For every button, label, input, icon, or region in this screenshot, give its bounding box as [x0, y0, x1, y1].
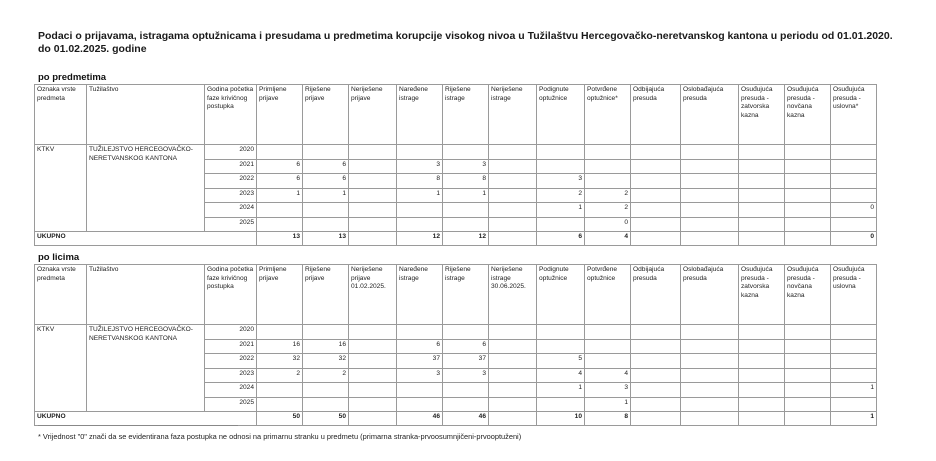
table-po-licima: [34, 264, 877, 426]
value-cell: 2: [585, 203, 631, 218]
column-header: Neriješene istrage: [489, 85, 537, 145]
value-cell: 32: [303, 354, 349, 369]
value-cell: 1: [397, 188, 443, 203]
column-header: Godina početka faze krivičnog postupka: [205, 85, 257, 145]
value-cell: [537, 325, 585, 340]
value-cell: [585, 145, 631, 160]
value-cell: [681, 145, 739, 160]
value-cell: [739, 174, 785, 189]
value-cell: [585, 174, 631, 189]
column-header: Odbijajuća presuda: [631, 85, 681, 145]
value-cell: [349, 174, 397, 189]
footnote-divider: [38, 425, 238, 426]
value-cell: [489, 397, 537, 412]
value-cell: [739, 217, 785, 232]
column-header: Potvrđene optužnice: [585, 265, 631, 325]
column-header: Riješene istrage: [443, 265, 489, 325]
value-cell: 4: [537, 368, 585, 383]
value-cell: [257, 397, 303, 412]
value-cell: 3: [397, 368, 443, 383]
value-cell: [831, 159, 877, 174]
value-cell: 37: [443, 354, 489, 369]
value-cell: [349, 397, 397, 412]
value-cell: [303, 203, 349, 218]
value-cell: [349, 325, 397, 340]
value-cell: 1: [831, 383, 877, 398]
column-header: Godina početka faze krivičnog postupka: [205, 265, 257, 325]
value-cell: 0: [831, 203, 877, 218]
value-cell: [631, 368, 681, 383]
value-cell: [585, 325, 631, 340]
value-cell: [739, 368, 785, 383]
column-header: Naređene istrage: [397, 85, 443, 145]
table-po-predmetima: [34, 84, 877, 246]
value-cell: [303, 397, 349, 412]
value-cell: [257, 203, 303, 218]
value-cell: [537, 397, 585, 412]
value-cell: [739, 145, 785, 160]
year-cell: 2021: [205, 339, 257, 354]
total-value-cell: [489, 412, 537, 426]
value-cell: 1: [585, 397, 631, 412]
total-value-cell: 6: [537, 232, 585, 246]
value-cell: [489, 203, 537, 218]
value-cell: [257, 325, 303, 340]
year-cell: 2022: [205, 354, 257, 369]
value-cell: [631, 339, 681, 354]
value-cell: [631, 397, 681, 412]
value-cell: [785, 383, 831, 398]
column-header: Osuđujuća presuda - novčana kazna: [785, 265, 831, 325]
total-value-cell: [349, 412, 397, 426]
value-cell: [443, 325, 489, 340]
value-cell: [257, 383, 303, 398]
value-cell: [397, 397, 443, 412]
column-header: Oznaka vrste predmeta: [35, 265, 87, 325]
column-header: Oslobađajuća presuda: [681, 265, 739, 325]
value-cell: [349, 368, 397, 383]
value-cell: [785, 159, 831, 174]
total-value-cell: [681, 412, 739, 426]
total-value-cell: 12: [397, 232, 443, 246]
column-header: Osuđujuća presuda - zatvorska kazna: [739, 265, 785, 325]
value-cell: 1: [537, 203, 585, 218]
total-value-cell: [681, 232, 739, 246]
total-value-cell: [489, 232, 537, 246]
value-cell: [489, 174, 537, 189]
value-cell: [631, 354, 681, 369]
total-value-cell: 13: [257, 232, 303, 246]
column-header: Podignute optužnice: [537, 265, 585, 325]
value-cell: 4: [585, 368, 631, 383]
table-row: [35, 145, 877, 160]
total-value-cell: 4: [585, 232, 631, 246]
year-cell: 2025: [205, 397, 257, 412]
value-cell: [631, 145, 681, 160]
column-header: Oslobađajuća presuda: [681, 85, 739, 145]
value-cell: 3: [537, 174, 585, 189]
value-cell: 16: [303, 339, 349, 354]
column-header: Podignute optužnice: [537, 85, 585, 145]
total-value-cell: [739, 232, 785, 246]
value-cell: [349, 354, 397, 369]
value-cell: [785, 397, 831, 412]
value-cell: [785, 339, 831, 354]
total-value-cell: [631, 232, 681, 246]
value-cell: [631, 383, 681, 398]
value-cell: 0: [585, 217, 631, 232]
value-cell: 3: [397, 159, 443, 174]
value-cell: [681, 159, 739, 174]
year-cell: 2025: [205, 217, 257, 232]
total-label: UKUPNO: [35, 232, 257, 246]
value-cell: [443, 203, 489, 218]
value-cell: 6: [303, 174, 349, 189]
value-cell: [443, 217, 489, 232]
value-cell: [631, 203, 681, 218]
value-cell: [349, 203, 397, 218]
value-cell: [739, 383, 785, 398]
value-cell: [831, 354, 877, 369]
value-cell: [681, 383, 739, 398]
value-cell: [785, 325, 831, 340]
column-header: Odbijajuća presuda: [631, 265, 681, 325]
total-value-cell: [785, 412, 831, 426]
column-header: Riješene prijave: [303, 265, 349, 325]
column-header: Osuđujuća presuda - uslovna*: [831, 85, 877, 145]
value-cell: [631, 188, 681, 203]
column-header: Neriješene istrage 30.06.2025.: [489, 265, 537, 325]
total-value-cell: 1: [831, 412, 877, 426]
value-cell: [831, 145, 877, 160]
value-cell: [831, 368, 877, 383]
value-cell: 16: [257, 339, 303, 354]
section-title-po-predmetima: po predmetima: [38, 72, 107, 83]
value-cell: [785, 188, 831, 203]
total-value-cell: [631, 412, 681, 426]
year-cell: 2023: [205, 188, 257, 203]
total-value-cell: 50: [257, 412, 303, 426]
total-value-cell: [785, 232, 831, 246]
column-header: Primljene prijave: [257, 265, 303, 325]
value-cell: 32: [257, 354, 303, 369]
case-type-cell: KTKV: [35, 325, 87, 412]
value-cell: [739, 203, 785, 218]
year-cell: 2024: [205, 383, 257, 398]
value-cell: [489, 325, 537, 340]
year-cell: 2021: [205, 159, 257, 174]
value-cell: [443, 145, 489, 160]
total-value-cell: [739, 412, 785, 426]
value-cell: [739, 159, 785, 174]
value-cell: 8: [443, 174, 489, 189]
value-cell: 5: [537, 354, 585, 369]
value-cell: 2: [537, 188, 585, 203]
total-value-cell: [349, 232, 397, 246]
value-cell: [785, 368, 831, 383]
value-cell: [681, 368, 739, 383]
column-header: Tužilaštvo: [87, 265, 205, 325]
value-cell: [537, 159, 585, 174]
column-header: Potvrđene optužnice*: [585, 85, 631, 145]
value-cell: [349, 383, 397, 398]
value-cell: 6: [443, 339, 489, 354]
value-cell: [785, 354, 831, 369]
value-cell: 6: [257, 159, 303, 174]
header-row: [35, 265, 877, 325]
column-header: Riješene prijave: [303, 85, 349, 145]
value-cell: [585, 339, 631, 354]
value-cell: [349, 339, 397, 354]
value-cell: [489, 159, 537, 174]
value-cell: [489, 217, 537, 232]
value-cell: [257, 217, 303, 232]
value-cell: [585, 159, 631, 174]
total-value-cell: 46: [397, 412, 443, 426]
column-header: Osuđujuća presuda - novčana kazna: [785, 85, 831, 145]
value-cell: [785, 174, 831, 189]
header-row: [35, 85, 877, 145]
total-value-cell: 8: [585, 412, 631, 426]
value-cell: [303, 145, 349, 160]
year-cell: 2020: [205, 145, 257, 160]
value-cell: [739, 188, 785, 203]
value-cell: [489, 368, 537, 383]
value-cell: [785, 203, 831, 218]
value-cell: [397, 203, 443, 218]
value-cell: 8: [397, 174, 443, 189]
value-cell: [681, 354, 739, 369]
document-title: Podaci o prijavama, istragama optužnicama i presudama u predmetima korupcije visokog nivoa u Tužilaštvu Hercegovačko-neretvanskog kantona u periodu od 01.01.2020. do 01.02.2025. godine: [38, 30, 893, 55]
year-cell: 2022: [205, 174, 257, 189]
total-row: [35, 232, 877, 246]
value-cell: [681, 325, 739, 340]
value-cell: [631, 217, 681, 232]
value-cell: [397, 145, 443, 160]
value-cell: [681, 188, 739, 203]
total-row: [35, 412, 877, 426]
column-header: Naređene istrage: [397, 265, 443, 325]
column-header: Osuđujuća presuda - uslovna: [831, 265, 877, 325]
value-cell: [739, 339, 785, 354]
value-cell: [785, 145, 831, 160]
column-header: Primljene prijave: [257, 85, 303, 145]
value-cell: [681, 339, 739, 354]
value-cell: 6: [303, 159, 349, 174]
value-cell: [443, 383, 489, 398]
value-cell: [303, 217, 349, 232]
total-value-cell: 12: [443, 232, 489, 246]
case-type-cell: KTKV: [35, 145, 87, 232]
total-value-cell: 13: [303, 232, 349, 246]
value-cell: 2: [303, 368, 349, 383]
value-cell: 3: [585, 383, 631, 398]
value-cell: [585, 354, 631, 369]
column-header: Tužilaštvo: [87, 85, 205, 145]
column-header: Neriješene prijave 01.02.2025.: [349, 265, 397, 325]
total-value-cell: 10: [537, 412, 585, 426]
value-cell: 1: [257, 188, 303, 203]
value-cell: 6: [257, 174, 303, 189]
value-cell: [681, 217, 739, 232]
value-cell: 37: [397, 354, 443, 369]
value-cell: [489, 354, 537, 369]
value-cell: [631, 174, 681, 189]
value-cell: [831, 188, 877, 203]
value-cell: [681, 397, 739, 412]
value-cell: [303, 383, 349, 398]
value-cell: 2: [257, 368, 303, 383]
value-cell: [349, 145, 397, 160]
value-cell: 6: [397, 339, 443, 354]
total-value-cell: 0: [831, 232, 877, 246]
value-cell: [831, 217, 877, 232]
value-cell: 2: [585, 188, 631, 203]
value-cell: 3: [443, 159, 489, 174]
value-cell: [681, 203, 739, 218]
footnote: * Vrijednost "0" znači da se evidentirana faza postupka ne odnosi na primarnu stranku u predmetu (primarna stranka-prvoosumnjičeni-prvooptuženi): [38, 432, 522, 441]
total-value-cell: 46: [443, 412, 489, 426]
value-cell: [831, 174, 877, 189]
value-cell: [489, 339, 537, 354]
value-cell: [739, 354, 785, 369]
value-cell: [349, 188, 397, 203]
value-cell: [443, 397, 489, 412]
value-cell: [489, 145, 537, 160]
value-cell: [257, 145, 303, 160]
value-cell: [681, 174, 739, 189]
prosecutor-cell: TUŽILEJSTVO HERCEGOVAČKO-NERETVANSKOG KANTONA: [87, 145, 205, 232]
value-cell: [397, 217, 443, 232]
value-cell: 3: [443, 368, 489, 383]
year-cell: 2023: [205, 368, 257, 383]
prosecutor-cell: TUŽILEJSTVO HERCEGOVAČKO-NERETVANSKOG KANTONA: [87, 325, 205, 412]
section-title-po-licima: po licima: [38, 252, 80, 263]
value-cell: 1: [303, 188, 349, 203]
value-cell: [831, 339, 877, 354]
value-cell: [397, 383, 443, 398]
value-cell: [631, 159, 681, 174]
value-cell: [831, 397, 877, 412]
value-cell: [537, 339, 585, 354]
value-cell: [631, 325, 681, 340]
value-cell: [739, 397, 785, 412]
total-value-cell: 50: [303, 412, 349, 426]
year-cell: 2020: [205, 325, 257, 340]
value-cell: [489, 383, 537, 398]
total-label: UKUPNO: [35, 412, 257, 426]
year-cell: 2024: [205, 203, 257, 218]
column-header: Riješene istrage: [443, 85, 489, 145]
value-cell: [785, 217, 831, 232]
value-cell: 1: [537, 383, 585, 398]
value-cell: [831, 325, 877, 340]
value-cell: 1: [443, 188, 489, 203]
value-cell: [537, 217, 585, 232]
value-cell: [739, 325, 785, 340]
column-header: Osuđujuća presuda - zatvorska kazna: [739, 85, 785, 145]
value-cell: [303, 325, 349, 340]
value-cell: [349, 159, 397, 174]
table-row: [35, 325, 877, 340]
value-cell: [489, 188, 537, 203]
value-cell: [537, 145, 585, 160]
value-cell: [349, 217, 397, 232]
column-header: Neriješene prijave: [349, 85, 397, 145]
value-cell: [397, 325, 443, 340]
column-header: Oznaka vrste predmeta: [35, 85, 87, 145]
